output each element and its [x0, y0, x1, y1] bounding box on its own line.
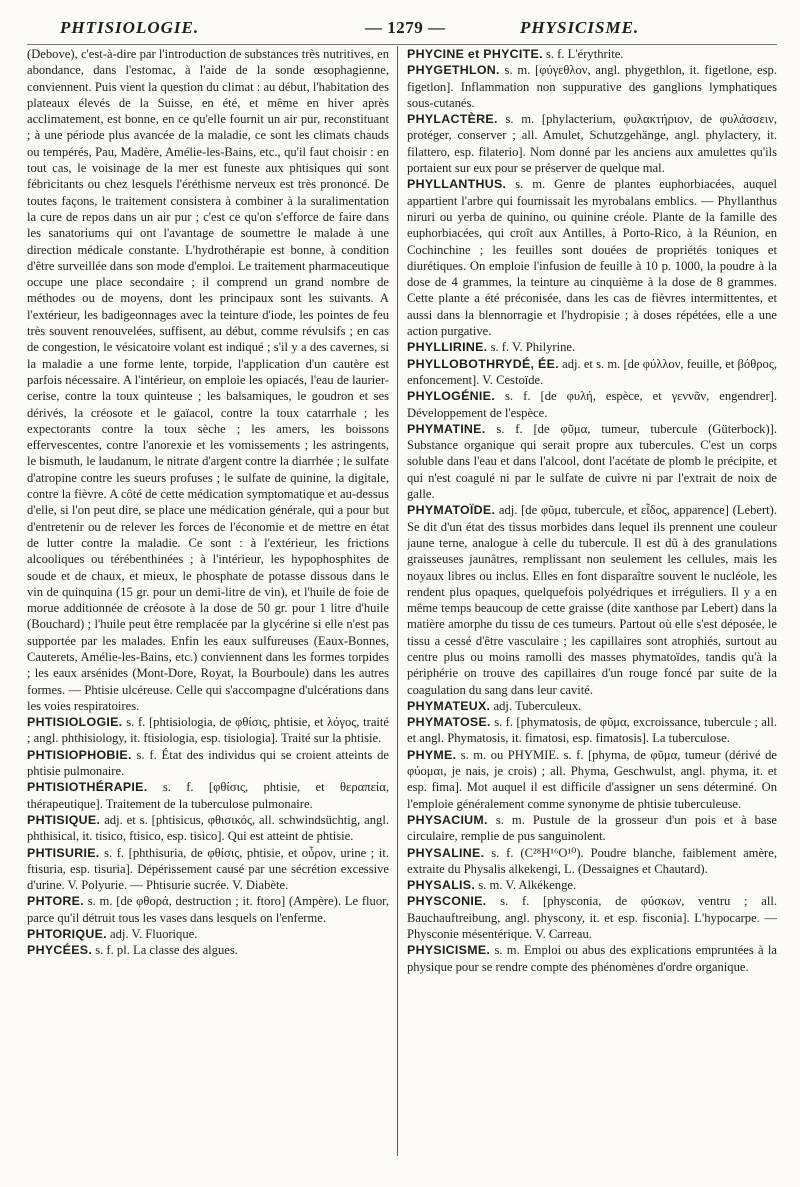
dictionary-entry	[407, 388, 777, 421]
entry-definition: s. f. [phymatosis, de φῦμα, excroissance, tubercule ; all. et angl. Phymatosis, it. fimatosi, esp. fimatosis]. La tuberculose.	[407, 715, 777, 746]
entry-definition: s. f. L'érythrite.	[545, 47, 624, 61]
entry-term: PHYMATEUX.	[407, 698, 491, 713]
dictionary-entry	[407, 893, 777, 942]
entry-definition: s. f. [de φυλή, espèce, et γεννᾶν, engendrer]. Développement de l'espèce.	[407, 389, 777, 420]
entry-definition: s. m. [φύγεθλον, angl. phygethlon, it. figetlone, esp. figetlon]. Inflammation non suppurative des ganglions lymphatiques sous-cutanés.	[407, 63, 777, 110]
entry-definition: s. f. [phtisiologia, de φθίσις, phtisie, et λόγος, traité ; angl. phthisiology, it. ftisiologia, esp. tisiologia]. Traité sur la phtisie.	[27, 715, 389, 746]
dictionary-entry	[407, 62, 777, 111]
dictionary-entry	[27, 747, 389, 780]
entry-term: PHYLLANTHUS.	[407, 177, 507, 192]
entry-term: PHYLACTÈRE.	[407, 112, 498, 127]
dictionary-entry	[407, 339, 777, 355]
dictionary-entry	[27, 714, 389, 747]
entry-term: PHYSCONIE.	[407, 894, 487, 909]
dictionary-entry	[407, 421, 777, 502]
entry-term: PHTORIQUE.	[27, 927, 107, 942]
entry-term: PHTORE.	[27, 894, 84, 909]
entry-term: PHYSICISME.	[407, 943, 491, 958]
entry-definition: s. m. V. Alkékenge.	[478, 878, 577, 893]
entry-term: PHTISIOPHOBIE.	[27, 747, 132, 762]
header-left-keyword: PHTISIOLOGIE.	[60, 18, 200, 37]
entry-term: PHYMATINE.	[407, 421, 486, 436]
entry-definition: s. m. Pustule de la grosseur d'un pois et à base circulaire, remplie de pus sanguinolent.	[407, 812, 777, 844]
header-rule	[27, 44, 777, 45]
dictionary-entry	[407, 46, 777, 62]
entry-definition: s. f. [phthisuria, de φθίσις, phtisie, et οὖρον, urine ; it. ftisuria, esp. tisuria]. Dépérissement causé par une sécrétion excessive d'urine. V. Polyurie. — Phtisurie sucrée. V. Diabète.	[27, 845, 389, 893]
entry-term: PHYSALIS.	[407, 878, 476, 893]
entry-definition: s. m. [de φθορά, destruction ; it. ftoro] (Ampère). Le fluor, parce qu'il détruit tous les vases dans lesquels on l'enferme.	[27, 894, 389, 925]
dictionary-entry	[27, 893, 389, 926]
dictionary-entry	[407, 502, 777, 698]
dictionary-entry	[407, 176, 777, 339]
entry-term: PHYME.	[407, 747, 457, 762]
entry-term: PHYGETHLON.	[407, 63, 500, 78]
right-column	[407, 46, 777, 1176]
entry-definition: s. m. [phylacterium, φυλακτήριον, de φυλάσσειν, protéger, conserver ; all. Amulet, Schutzgehänge, angl. phylactery, it. filattero, esp. filaterio]. Nom donné par les anciens aux amulettes qu'ils portaient sur eux pour se préserver de quelque mal.	[407, 112, 777, 176]
right-entries	[407, 46, 777, 975]
entry-definition: adj. et s. [phtisicus, φθισικός, all. schwindsüchtig, angl. phthisical, it. tisico, ftisico, esp. tisico]. Qui est atteint de phtisie.	[27, 812, 389, 844]
entry-definition: s. f. [φθίσις, phtisie, et θεραπεία, thérapeutique]. Traitement de la tuberculose pulmonaire.	[27, 780, 389, 811]
entry-term: PHYCÉES.	[27, 943, 93, 958]
dictionary-entry	[27, 812, 389, 845]
running-header	[0, 14, 800, 40]
entry-term: PHYMATOSE.	[407, 715, 491, 730]
entry-term: PHYMATOÏDE.	[407, 503, 496, 518]
entry-term: PHYLOGÉNIE.	[407, 389, 495, 404]
dictionary-entry	[407, 698, 777, 714]
entry-definition: adj. et s. m. [de φύλλον, feuille, et βόθρος, enfoncement]. V. Cestoïde.	[407, 356, 777, 387]
entry-definition: adj. Tuberculeux.	[493, 698, 582, 713]
entry-definition: s. m. ou PHYMIE. s. f. [phyma, de φῦμα, tumeur (dérivé de φύομαι, je nais, je crois) ; all. Phyma, Geschwulst, angl. phyma, it. et esp. fima]. Mot auquel il est difficile d'assigner un sens déterminé. On l'emploie généralement comme synonyme de phtisie tuberculeuse.	[407, 747, 777, 811]
entry-definition: s. f. pl. La classe des algues.	[95, 943, 238, 958]
dictionary-entry	[407, 812, 777, 845]
left-column	[27, 46, 389, 1176]
dictionary-entry	[407, 877, 777, 893]
header-right-keyword: PHYSICISME.	[520, 18, 640, 37]
entry-definition: s. f. [de φῦμα, tumeur, tubercule (Güterbock)]. Substance organique qui serait propre aux tubercules. C'est un corps soluble dans l'eau et dans l'alcool, dont l'acétate de plomb le précipite, et qui n'est coagulé ni par le sulfate de cuivre ni par l'extrait de noix de galle.	[407, 421, 777, 502]
dictionary-entry	[27, 845, 389, 894]
entry-definition: adj. [de φῦμα, tubercule, et εἶδος, apparence] (Lebert). Se dit d'un état des tissus morbides dans lequel ils prennent une couleur jaune terne, analogue à celle du tubercule. Il est dû à des granulations graisseuses jaunâtres, remplissant non seulement les cellules, mais les noyaux libres ou inclus. Elles en font disparaître souvent le nucléole, les rendent plus opaques, quelquefois polyédriques et irréguliers. Il y a en même temps beaucoup de cette graisse (dite xanthose par Lebert) dans la matière amorphe du tissu de ces tumeurs. Partout où elle s'est déposée, le tissu a cessé d'être vasculaire ; les capillaires sont atrophiés, surtout au centre plus ou moins ramolli des masses phymatoïdes, tandis qu'à la périphérie on trouve des capillaires d'un rouge foncé par suite de la coagulation du sang dans leur cavité.	[407, 503, 777, 697]
dictionary-entry	[27, 942, 389, 958]
page-number: — 1279 —	[365, 18, 446, 37]
dictionary-entry	[407, 714, 777, 747]
entry-term: PHYSACIUM.	[407, 812, 488, 827]
entry-term: PHTISURIE.	[27, 845, 100, 860]
dictionary-entry	[407, 111, 777, 176]
entry-term: PHYCINE et PHYCITE.	[407, 47, 543, 61]
entry-definition: s. f. [physconia, de φύσκων, ventru ; all. Bauchauftreibung, angl. physcony, it. et esp. fisconia]. L'hypocarpe. — Physconie mésentérique. V. Carreau.	[407, 894, 777, 942]
entry-definition: s. m. Emploi ou abus des explications empruntées à la physique pour se rendre compte des phénomènes d'ordre organique.	[407, 943, 777, 974]
dictionary-entry	[407, 942, 777, 975]
entry-term: PHYSALINE.	[407, 845, 485, 860]
left-entries	[27, 714, 389, 958]
entry-definition: s. f. (C²⁸H¹⁶O¹⁰). Poudre blanche, faiblement amère, extraite du Physalis alkekengi, L. (Dessaignes et Chautard).	[407, 845, 777, 876]
entry-definition: s. m. Genre de plantes euphorbiacées, auquel appartient l'arbre qui fournissait les myrobalans emblics. — Phyllanthus niruri ou yerba de quinino, ou quinine créole. Plante de la famille des euphorbiacées, qui croît aux Antilles, à Porto-Rico, à la Réunion, en Cochinchine ; les feuilles sont douées de propriétés toniques et diurétiques. On emploie l'infusion de feuille à 10 p. 1000, la poudre à la dose de 4 grammes, la teinture au cinquième à la dose de 8 grammes. Cette plante a été préconisée, dans les cas de fièvres intermittentes, et aussi dans la blennorragie et l'hydropisie ; à doses répétées, elle a une action purgative.	[407, 177, 777, 339]
dictionary-entry	[27, 926, 389, 942]
entry-term: PHTISIOTHÉRAPIE.	[27, 780, 148, 795]
entry-definition: s. f. V. Philyrine.	[490, 340, 576, 355]
entry-term: PHYLLOBOTHRYDÉ, ÉE.	[407, 356, 559, 371]
entry-term: PHTISIOLOGIE.	[27, 715, 123, 730]
dictionary-entry	[27, 779, 389, 812]
dictionary-entry	[407, 845, 777, 878]
dictionary-entry	[407, 747, 777, 812]
entry-definition: s. f. État des individus qui se croient atteints de phtisie pulmonaire.	[27, 747, 389, 779]
dictionary-entry	[407, 356, 777, 389]
continued-paragraph: (Debove), c'est-à-dire par l'introduction de substances très nutritives, en abondance, dans l'estomac, à l'aide de la sonde œsophagienne, conviennent. Puis vient la question du climat : au début, l'habitation des plateaux élevés de la Suisse, en été, et même en hiver après acclimatement, est bonne, en ce qu'elle fournit un air pur, reconstituant ; à une période plus avancée de la maladie, ce sont les climats chauds ou tempérés, Pau, Madère, Amélie-les-Bains, etc., qu'il faut choisir : en tout cas, le voisinage de la mer est funeste aux phtisiques qui sont fébricitants ou chez lesquels l'éréthisme nerveux est très prononcé. De toutes façons, le traitement consistera à combiner à la suralimentation la cure de repos dans un air pur ; c'est ce qu'on s'efforce de faire dans les sanatoriums qui ont l'avantage de soumettre le malade à une direction médicale constante. L'hydrothérapie est bonne, à condition d'être surveillée dans son mode d'emploi. Le traitement pharmaceutique occupe une place secondaire ; il comprend un grand nombre de méthodes ou de moyens, dont les principaux sont les suivants. A l'extérieur, les badigeonnages avec la teinture d'iode, les pointes de feu très souvent renouvelées, suffisent, au début, comme révulsifs ; en cas de congestion, le vésicatoire volant est indiqué ; s'il y a des cavernes, si la maladie a une forme lente, torpide, l'application d'un cautère est parfois nécessaire. A l'intérieur, on emploie les opiacés, l'eau de laurier-cerise, contre la toux quinteuse ; les balsamiques, le goudron et ses dérivés, la créosote et le gaïacol, contre la toux catarrhale ; les expectorants contre la toux sèche ; les amers, les boissons effervescentes, contre l'anorexie et les vomissements ; les astringents, le bismuth, le laudanum, le nitrate d'argent contre la diarrhée ; le sulfate d'atropine contre les sueurs profuses ; le sulfate de quinine, la digitale, contre la fièvre. A côté de cette médication symptomatique et au-dessus d'elle, si l'on peut dire, se place une médication générale, qui a pour but d'entretenir ou de relever les forces de l'économie et de mettre en état de lutter contre la maladie. Ce sont : à l'extérieur, les frictions alcooliques ou térébenthinées ; à l'intérieur, les hypophosphites de soude et de chaux, et mieux, le phosphate de potasse dissous dans le vin de quinquina (15 gr. pour un demi-litre de vin), et l'huile de foie de morue additionnée de créosote à la dose de 50 gr. pour 1 litre d'huile (Bouchard) ; l'huile peut être remplacée par la glycérine si elle n'est pas supportée par les malades. Enfin les eaux sulfureuses (Eaux-Bonnes, Cauterets, Amélie-les-Bains, etc.) conviennent dans les formes torpides ; les eaux arsénides (Mont-Dore, Royat, la Bourboule) dans les autres formes. — Phtisie ulcéreuse. Celle qui s'accompagne d'ulcérations dans les voies respiratoires.	[27, 47, 389, 713]
column-divider	[397, 46, 398, 1156]
entry-term: PHYLLIRINE.	[407, 340, 488, 355]
entry-definition: adj. V. Fluorique.	[110, 927, 198, 942]
entry-term: PHTISIQUE.	[27, 812, 101, 827]
